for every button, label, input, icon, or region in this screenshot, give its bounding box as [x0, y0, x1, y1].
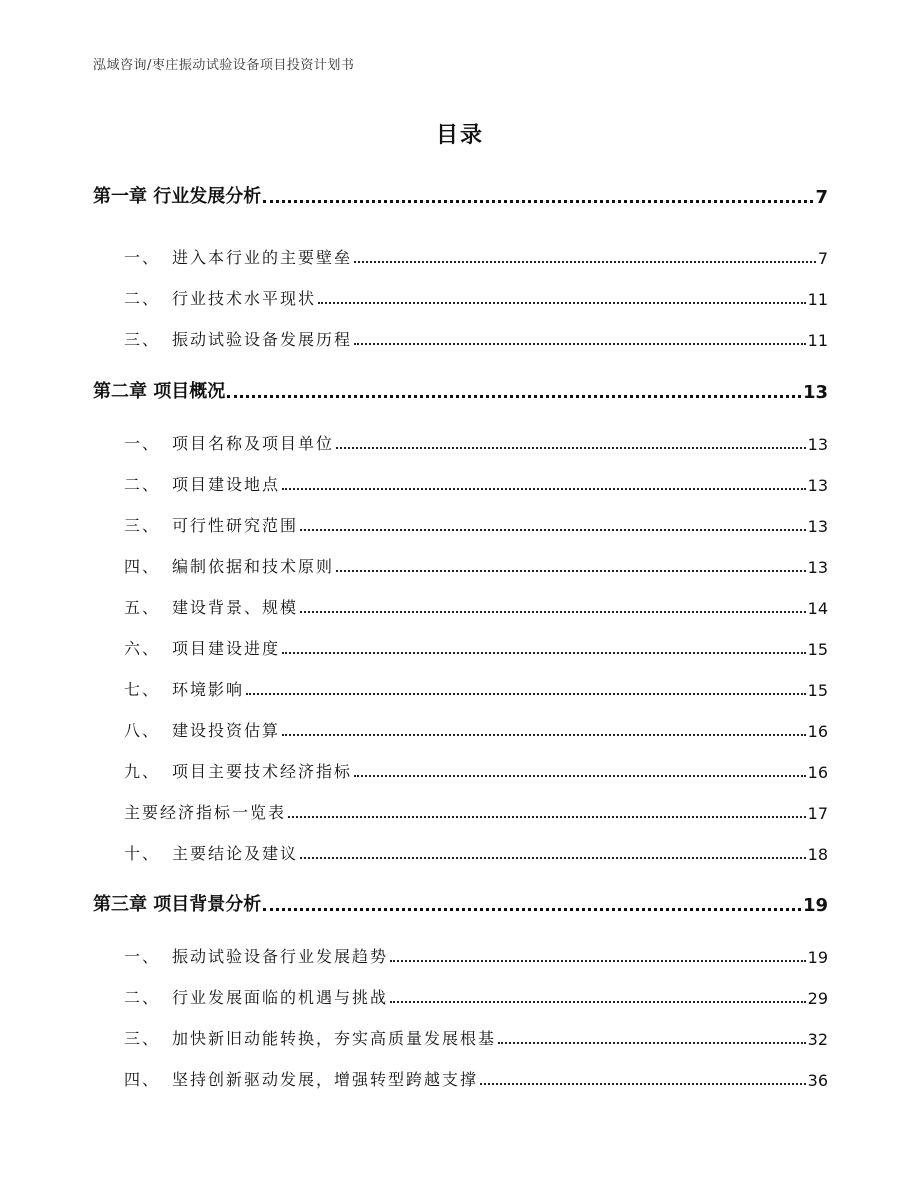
toc-entry-label: 第三章 项目背景分析 [93, 894, 262, 915]
toc-page-number: 32 [807, 1030, 828, 1049]
toc-page-number: 14 [807, 599, 828, 618]
toc-entry-label: 一、 进入本行业的主要壁垒 [124, 248, 353, 267]
toc-page-number: 15 [807, 640, 828, 659]
toc-page-number: 17 [807, 804, 828, 823]
toc-page-number: 7 [815, 187, 828, 208]
toc-section[interactable] [124, 718, 828, 741]
toc-section[interactable] [124, 595, 828, 618]
toc-page-number: 11 [807, 290, 828, 309]
toc-section[interactable] [124, 759, 828, 782]
toc-leader-dots [263, 200, 813, 203]
toc-leader-dots [336, 570, 806, 572]
toc-leader-dots [354, 343, 806, 345]
toc-page-number: 16 [807, 722, 828, 741]
toc-entry-label: 二、 项目建设地点 [124, 475, 281, 494]
toc-entry-label: 三、 可行性研究范围 [124, 516, 299, 535]
toc-entry-label: 五、 建设背景、规模 [124, 598, 299, 617]
toc-page-number: 13 [802, 382, 828, 403]
toc-page-number: 7 [817, 249, 828, 268]
toc-leader-dots [282, 734, 806, 736]
toc-section[interactable] [124, 431, 828, 454]
toc-page-number: 19 [802, 895, 828, 916]
toc-entry-label: 二、 行业技术水平现状 [124, 289, 317, 308]
toc-leader-dots [354, 775, 806, 777]
toc-entry-label: 四、 坚持创新驱动发展，增强转型跨越支撑 [124, 1070, 479, 1089]
toc-section[interactable] [124, 841, 828, 864]
toc-entry-label: 第二章 项目概况 [93, 381, 226, 402]
toc-section[interactable] [124, 286, 828, 309]
toc-leader-dots [390, 1001, 806, 1003]
toc-leader-dots [300, 857, 806, 859]
toc-leader-dots [354, 261, 816, 263]
toc-page-number: 29 [807, 989, 828, 1008]
toc-page-number: 13 [807, 435, 828, 454]
toc-entry-label: 四、 编制依据和技术原则 [124, 557, 335, 576]
toc-page-number: 18 [807, 845, 828, 864]
toc-section[interactable] [124, 513, 828, 536]
toc-section[interactable] [124, 327, 828, 350]
toc-section[interactable] [124, 944, 828, 967]
toc-leader-dots [263, 908, 801, 911]
toc-leader-dots [246, 693, 806, 695]
toc-leader-dots [288, 816, 806, 818]
toc-entry-label: 十、 主要结论及建议 [124, 844, 299, 863]
toc-entry-label: 主要经济指标一览表 [124, 803, 287, 822]
toc-section[interactable] [124, 554, 828, 577]
toc-entry-label: 一、 振动试验设备行业发展趋势 [124, 947, 389, 966]
toc-page-number: 13 [807, 517, 828, 536]
toc-leader-dots [390, 960, 806, 962]
toc-chapter-2[interactable] [93, 377, 828, 403]
toc-leader-dots [282, 488, 806, 490]
toc-leader-dots [480, 1083, 806, 1085]
toc-page-number: 16 [807, 763, 828, 782]
toc-page-number: 13 [807, 558, 828, 577]
toc-page-number: 15 [807, 681, 828, 700]
toc-page-number: 11 [807, 331, 828, 350]
toc-page-number: 19 [807, 948, 828, 967]
toc-leader-dots [300, 611, 806, 613]
toc-leader-dots [318, 302, 806, 304]
document-header: 泓域咨询/枣庄振动试验设备项目投资计划书 [93, 58, 355, 73]
toc-entry-label: 三、 加快新旧动能转换，夯实高质量发展根基 [124, 1029, 497, 1048]
toc-leader-dots [227, 395, 801, 398]
toc-entry-label: 三、 振动试验设备发展历程 [124, 330, 353, 349]
toc-entry-label: 第一章 行业发展分析 [93, 186, 262, 207]
toc-entry-label: 六、 项目建设进度 [124, 639, 281, 658]
toc-section[interactable] [124, 677, 828, 700]
toc-entry-label: 七、 环境影响 [124, 680, 245, 699]
toc-entry-label: 九、 项目主要技术经济指标 [124, 762, 353, 781]
toc-section[interactable] [124, 472, 828, 495]
toc-leader-dots [300, 529, 806, 531]
toc-section[interactable] [124, 800, 828, 823]
toc-section[interactable] [124, 985, 828, 1008]
toc-entry-label: 二、 行业发展面临的机遇与挑战 [124, 988, 389, 1007]
toc-section[interactable] [124, 1067, 828, 1090]
toc-entry-label: 一、 项目名称及项目单位 [124, 434, 335, 453]
toc-leader-dots [336, 447, 806, 449]
toc-section[interactable] [124, 636, 828, 659]
toc-page-number: 36 [807, 1071, 828, 1090]
toc-entry-label: 八、 建设投资估算 [124, 721, 281, 740]
toc-leader-dots [282, 652, 806, 654]
toc-chapter-1[interactable] [93, 182, 828, 208]
toc-section[interactable] [124, 1026, 828, 1049]
toc-page-number: 13 [807, 476, 828, 495]
toc-section[interactable] [124, 245, 828, 268]
toc-leader-dots [498, 1042, 806, 1044]
toc-chapter-3[interactable] [93, 890, 828, 916]
toc-title: 目录 [435, 123, 484, 148]
